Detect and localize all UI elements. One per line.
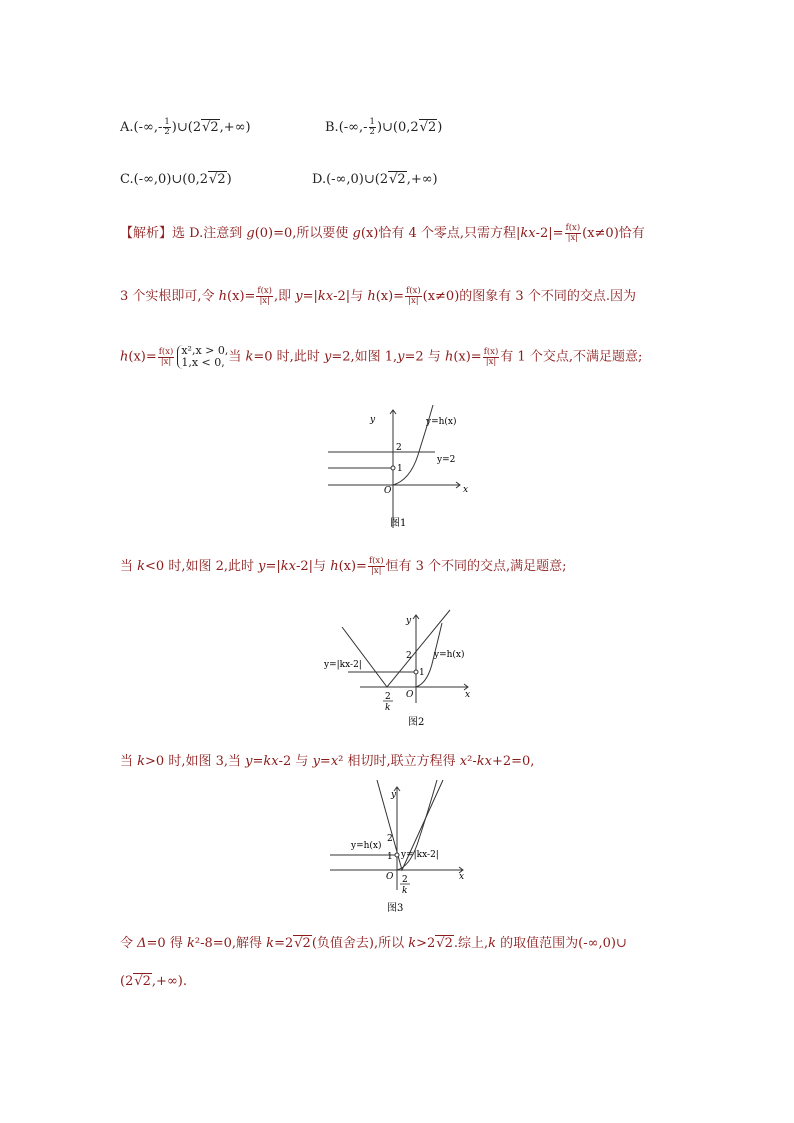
option-text: ) <box>226 172 232 187</box>
option-letter: B. <box>325 120 339 135</box>
text: ²-8=0,解得 <box>194 936 267 951</box>
var: y <box>397 349 405 365</box>
tick-1: 1 <box>419 668 425 678</box>
numerator: f(x) <box>368 556 384 566</box>
text: (0)=0,所以要使 <box>254 226 353 241</box>
origin-label: O <box>406 690 414 700</box>
open-point <box>395 853 399 857</box>
text: (x)= <box>338 559 367 574</box>
fraction <box>163 118 170 137</box>
var: y <box>245 754 253 769</box>
option-text: )∪(0,2 <box>376 120 419 135</box>
text: >2 <box>416 936 436 951</box>
option-text: ) <box>437 120 443 135</box>
text: (2 <box>120 974 134 989</box>
radicand: 2 <box>142 974 151 989</box>
text: -2|= <box>535 226 564 241</box>
var: g <box>246 226 255 241</box>
option-text: (-∞,- <box>338 120 368 135</box>
piecewise-brace <box>177 345 228 369</box>
y-label: y <box>406 616 412 626</box>
text: (x)= <box>227 289 256 304</box>
text: ,即 <box>274 289 296 304</box>
var: h <box>120 349 129 365</box>
radicand: 2 <box>427 120 437 135</box>
fraction <box>405 287 422 306</box>
var: kx <box>263 754 279 769</box>
denominator: |x| <box>259 296 270 306</box>
var: y <box>258 559 266 574</box>
option-a <box>120 118 251 137</box>
label-y2: y=2 <box>437 455 456 465</box>
var: Δ <box>137 936 147 951</box>
analysis-line-5 <box>120 750 534 769</box>
label-abs: y=|kx-2| <box>401 850 439 860</box>
x-label: x <box>465 690 471 700</box>
x-label: x <box>459 872 465 882</box>
figure-caption: 图3 <box>387 903 404 914</box>
option-d <box>312 172 438 187</box>
var: h <box>330 559 339 574</box>
radicand: 2 <box>444 936 453 951</box>
radicand: 2 <box>397 172 406 187</box>
label-h: y=h(x) <box>426 417 457 427</box>
text: (x)= <box>128 349 157 365</box>
option-text: )∪(2 <box>171 120 202 135</box>
root-denominator: k <box>402 886 408 896</box>
text: ² 相切时,联立方程得 <box>338 754 460 769</box>
tick-2: 2 <box>387 834 393 844</box>
numerator: f(x) <box>483 346 499 357</box>
text: =0 时,此时 <box>253 349 324 365</box>
text: (x)恰有 4 个零点,只需方程| <box>360 226 521 241</box>
tick-1: 1 <box>397 464 403 474</box>
denominator: 2 <box>164 127 170 137</box>
text: (x≠0)的图象有 3 个不同的交点.因为 <box>422 289 636 304</box>
text: (x≠0)恰有 <box>582 226 645 241</box>
text: (负值舍去),所以 <box>311 936 409 951</box>
option-letter: A. <box>120 120 134 135</box>
origin-label: O <box>386 872 394 882</box>
label-h: y=h(x) <box>434 650 465 660</box>
text: 令 <box>120 936 138 951</box>
var: x <box>459 754 468 769</box>
option-text: (-∞,0)∪(0,2 <box>133 172 209 187</box>
var: k <box>137 754 146 769</box>
analysis-line-4 <box>120 555 567 576</box>
text: 当 <box>228 349 246 365</box>
text: =2 与 <box>404 349 445 365</box>
option-letter: D. <box>312 172 327 187</box>
denominator: |x| <box>567 233 579 243</box>
x-label: x <box>463 485 469 495</box>
analysis-line-7 <box>120 974 187 989</box>
var: k <box>186 936 195 951</box>
var: k <box>488 936 497 951</box>
text: =0 得 <box>146 936 187 951</box>
var: k <box>408 936 417 951</box>
label-abs: y=|kx-2| <box>324 660 362 670</box>
text: = <box>319 754 331 769</box>
root-denominator: k <box>385 703 391 713</box>
option-letter: C. <box>120 172 134 187</box>
denominator: 2 <box>369 127 375 137</box>
var: k <box>266 936 275 951</box>
y-label: y <box>391 790 397 800</box>
text: =| <box>265 559 281 574</box>
text: 3 个实根即可,令 <box>120 289 219 304</box>
fraction <box>368 557 385 576</box>
var: y <box>312 754 320 769</box>
option-text: ,+∞) <box>406 172 438 187</box>
fraction <box>256 287 273 306</box>
option-text: (-∞,0)∪(2 <box>326 172 389 187</box>
text: >0 时,如图 3,当 <box>145 754 246 769</box>
figure-2 <box>320 605 490 730</box>
var: y <box>295 289 303 304</box>
sqrt: √2 <box>209 172 226 187</box>
analysis-tag: 【解析】 <box>120 226 173 241</box>
var: y <box>323 349 332 365</box>
var: kx <box>280 559 296 574</box>
text: =2 <box>274 936 294 951</box>
analysis-line-6 <box>120 932 627 951</box>
text: 恒有 3 个不同的交点,满足题意; <box>385 559 567 574</box>
sqrt: √2 <box>436 936 453 951</box>
text: =2,如图 1, <box>331 349 398 365</box>
numerator: 1 <box>164 117 170 127</box>
fraction <box>369 118 376 137</box>
var: h <box>218 289 228 304</box>
option-text: ,+∞) <box>219 120 251 135</box>
text: =| <box>302 289 318 304</box>
text: .综上, <box>453 936 489 951</box>
var: k <box>245 349 254 365</box>
radicand: 2 <box>210 120 219 135</box>
tick-1: 1 <box>387 852 393 862</box>
analysis-line-2 <box>120 285 636 306</box>
text: 当 <box>120 754 138 769</box>
denominator: |x| <box>485 356 497 367</box>
var: kx <box>476 754 492 769</box>
tick-2: 2 <box>406 651 412 661</box>
figure-1 <box>320 400 480 535</box>
radicand: 2 <box>217 172 226 187</box>
numerator: f(x) <box>565 223 581 233</box>
text: (x)= <box>453 349 482 365</box>
figure-caption: 图1 <box>390 518 407 529</box>
case-2: 1,x < 0, <box>181 356 225 369</box>
tick-2: 2 <box>396 443 402 453</box>
var: kx <box>317 289 334 304</box>
var: h <box>444 349 454 365</box>
origin-label: O <box>384 486 392 496</box>
option-b <box>325 118 442 137</box>
label-h: y=h(x) <box>351 841 382 851</box>
denominator: |x| <box>408 296 419 306</box>
analysis-line-1 <box>120 222 645 243</box>
text: ²- <box>467 754 477 769</box>
root-numerator: 2 <box>402 875 408 885</box>
fraction <box>158 348 175 367</box>
var: x <box>330 754 339 769</box>
text: <0 时,如图 2,此时 <box>145 559 259 574</box>
sqrt: √2 <box>294 936 311 951</box>
text: 的取值范围为(-∞,0)∪ <box>496 936 627 951</box>
figure-3 <box>325 775 475 915</box>
fraction <box>565 224 582 243</box>
radicand: 2 <box>302 936 311 951</box>
abs-line <box>342 610 450 687</box>
sqrt: √2 <box>389 172 406 187</box>
text: (x)= <box>375 289 405 304</box>
numerator: 1 <box>369 117 375 127</box>
sqrt: √2 <box>134 974 151 989</box>
text: 选 D.注意到 <box>172 226 247 241</box>
sqrt: √2 <box>202 120 219 135</box>
figure-caption: 图2 <box>408 717 425 728</box>
root-numerator: 2 <box>385 692 391 702</box>
denominator: |x| <box>370 566 382 576</box>
sqrt: √2 <box>419 120 437 135</box>
var: k <box>137 559 146 574</box>
text: -2 与 <box>278 754 313 769</box>
text: ,+∞). <box>151 974 187 989</box>
var: h <box>367 289 376 304</box>
text: 当 <box>120 559 138 574</box>
var: g <box>352 226 361 241</box>
fraction <box>483 348 500 367</box>
denominator: |x| <box>160 356 172 367</box>
option-c <box>120 172 232 187</box>
case-1: x²,x > 0, <box>181 344 229 357</box>
numerator: f(x) <box>257 286 272 296</box>
text: -2|与 <box>296 559 331 574</box>
numerator: f(x) <box>406 286 421 296</box>
text: -2|与 <box>333 289 368 304</box>
text: = <box>252 754 264 769</box>
option-text: (-∞,- <box>133 120 163 135</box>
text: 有 1 个交点,不满足题意; <box>500 349 643 365</box>
open-point <box>414 670 418 674</box>
var: kx <box>520 226 536 241</box>
open-point <box>391 466 395 470</box>
y-label: y <box>370 415 376 425</box>
analysis-line-3 <box>120 345 642 369</box>
numerator: f(x) <box>158 346 174 357</box>
text: +2=0, <box>491 754 535 769</box>
